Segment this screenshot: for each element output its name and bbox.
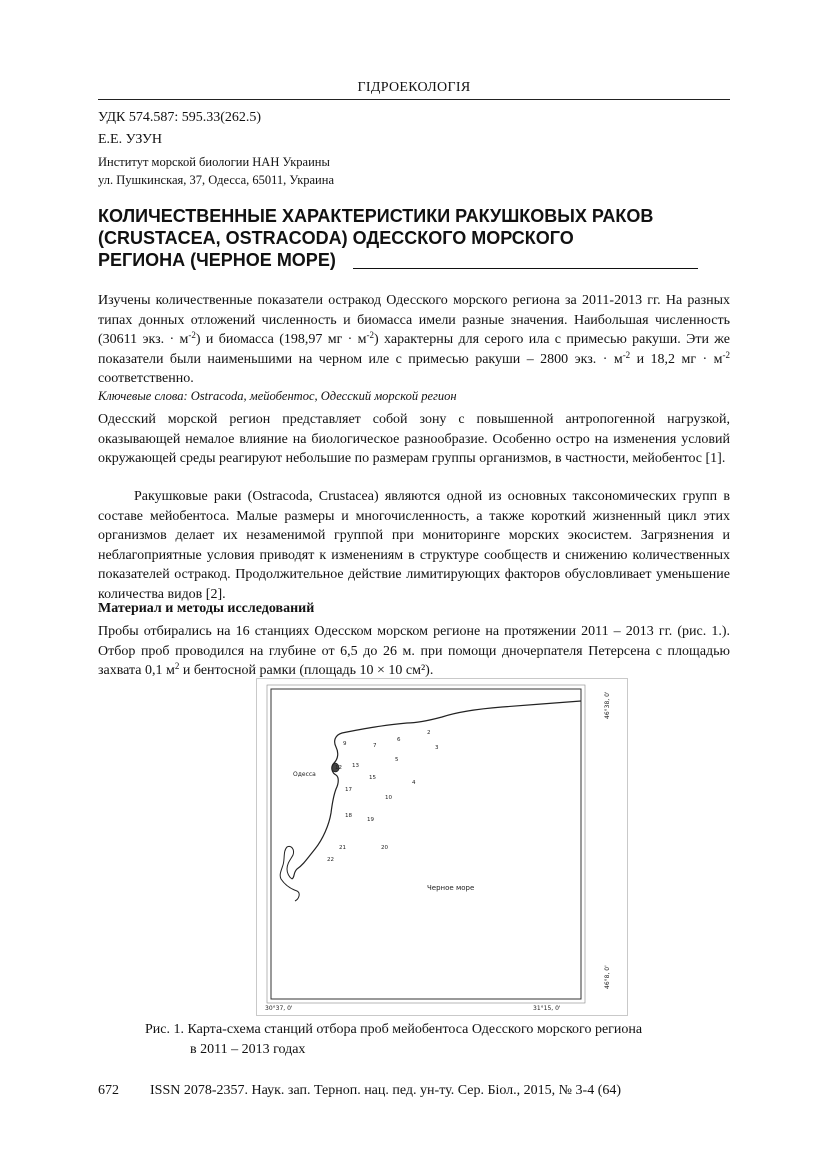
city-label: Одесса	[293, 771, 316, 778]
p3-sup: 2	[174, 661, 180, 671]
abstract-text-c: ) характерны для серого ила с примесью ракуши. Эти же показатели были наименьшими на черном иле с примесью ракуши – 2800 экз. · м	[98, 332, 730, 367]
figure-caption-line-2: в 2011 – 2013 годах	[190, 1042, 306, 1057]
station-label-9: 9	[343, 741, 347, 747]
station-label-21: 21	[339, 845, 346, 851]
p3-text-b: и бентосной рамки (площадь 10 × 10 см²).	[179, 663, 434, 678]
station-label-4: 4	[412, 780, 416, 786]
body-paragraph-3	[98, 622, 730, 681]
abstract-sup-d: -2	[722, 349, 731, 360]
header-rule	[98, 99, 730, 100]
station-label-18: 18	[345, 813, 352, 819]
title-line-2: (CRUSTACEA, OSTRACODA) ОДЕССКОГО МОРСКОГО	[98, 228, 574, 248]
station-markers	[327, 730, 439, 863]
body-paragraph-1: Одесский морской регион представляет собой зону с повышенной антропогенной нагрузкой, оказывающей немалое влияние на биологическое разнообразие. Особенно остро на изменения условий окружающей среды реагируют небольшие по размерам группы организмов, в частности, мейобентос [1].	[98, 412, 730, 466]
abstract-sup-b: -2	[366, 330, 375, 340]
body-paragraph-2: Ракушковые раки (Ostracoda, Crustacea) являются одной из основных таксономических групп в составе мейобентоса. Малые размеры и многочисленность, а также короткий жизненный цикл этих организмов делает их незаменимой группой при мониторинге морских экосистем. Загрязнения и неблагоприятные условия приводят к изменениям в структуре сообществ и снижению количественных показателей остракод. Продолжительное действие лимитирующих факторов обусловливает уменьшение количества видов [2].	[98, 489, 730, 602]
station-label-5: 5	[395, 757, 399, 763]
station-label-15: 15	[369, 775, 376, 781]
p3-text-a: Пробы отбирались на 16 станциях Одесском морском регионе на протяжении 2011 – 2013 гг. (рис. 1.). Отбор проб проводился на глубине от 6,5 до 26 м. при помощи дночерпателя Петерсена с площадью захвата 0,1 м	[98, 624, 730, 678]
abstract	[98, 291, 730, 389]
lat-bottom-label: 46°8, 0'	[604, 965, 611, 989]
station-label-17: 17	[345, 787, 352, 793]
title-line-1: КОЛИЧЕСТВЕННЫЕ ХАРАКТЕРИСТИКИ РАКУШКОВЫХ РАКОВ	[98, 206, 654, 226]
station-label-6: 6	[397, 737, 401, 743]
abstract-text-a: Изучены количественные показатели остракод Одесского морского региона за 2011-2013 гг. На разных типах донных отложений численность и биомасса имели разные значения. Наибольшая численность (30611 экз. · м	[98, 293, 730, 347]
abstract-text-b: ) и биомасса (198,97 мг · м	[195, 332, 367, 347]
liman	[280, 846, 299, 901]
station-label-7: 7	[373, 743, 377, 749]
keywords: Ключевые слова: Ostracoda, мейобентос, Одесский морской регион	[98, 389, 457, 403]
station-map	[257, 679, 627, 1015]
station-label-13: 13	[352, 763, 359, 769]
institution: Институт морской биологии НАН Украины	[98, 155, 330, 169]
station-label-10: 10	[385, 795, 392, 801]
page-number: 672	[98, 1083, 119, 1098]
map-frame	[271, 689, 581, 999]
lat-top-label: 46°38, 0'	[604, 691, 611, 719]
title-underline	[353, 268, 698, 269]
station-label-19: 19	[367, 817, 374, 823]
lon-left-label: 30°37, 0'	[265, 1005, 293, 1012]
station-label-3: 3	[435, 745, 439, 751]
figure-caption-line-1: Рис. 1. Карта-схема станций отбора проб мейобентоса Одесского морского региона	[145, 1022, 643, 1037]
address: ул. Пушкинская, 37, Одесса, 65011, Украина	[98, 173, 334, 187]
station-label-2: 2	[427, 730, 431, 736]
station-label-20: 20	[381, 845, 388, 851]
abstract-text-e: соответственно.	[98, 371, 194, 386]
page-footer	[98, 1083, 621, 1099]
author: Е.Е. УЗУН	[98, 132, 163, 147]
abstract-sup-a: -2	[188, 330, 196, 340]
udk: УДК 574.587: 595.33(262.5)	[98, 110, 262, 125]
station-label-12: 12	[335, 765, 342, 771]
sea-label: Черное море	[427, 884, 475, 892]
map-outer-frame	[267, 685, 585, 1003]
station-label-22: 22	[327, 857, 334, 863]
journal-citation: ISSN 2078-2357. Наук. зап. Терноп. нац. пед. ун-ту. Сер. Біол., 2015, № 3-4 (64)	[150, 1083, 622, 1098]
running-header: ГІДРОЕКОЛОГІЯ	[357, 80, 471, 95]
section-heading-methods: Материал и методы исследований	[98, 601, 315, 616]
station-map-figure	[256, 678, 628, 1016]
abstract-text-d: и 18,2 мг · м	[630, 351, 723, 367]
coastline	[292, 701, 581, 879]
paper-title	[98, 205, 738, 271]
title-line-3: РЕГИОНА (ЧЕРНОЕ МОРЕ)	[98, 250, 336, 270]
abstract-sup-c: -2	[622, 349, 631, 360]
lon-right-label: 31°15, 0'	[533, 1005, 561, 1012]
